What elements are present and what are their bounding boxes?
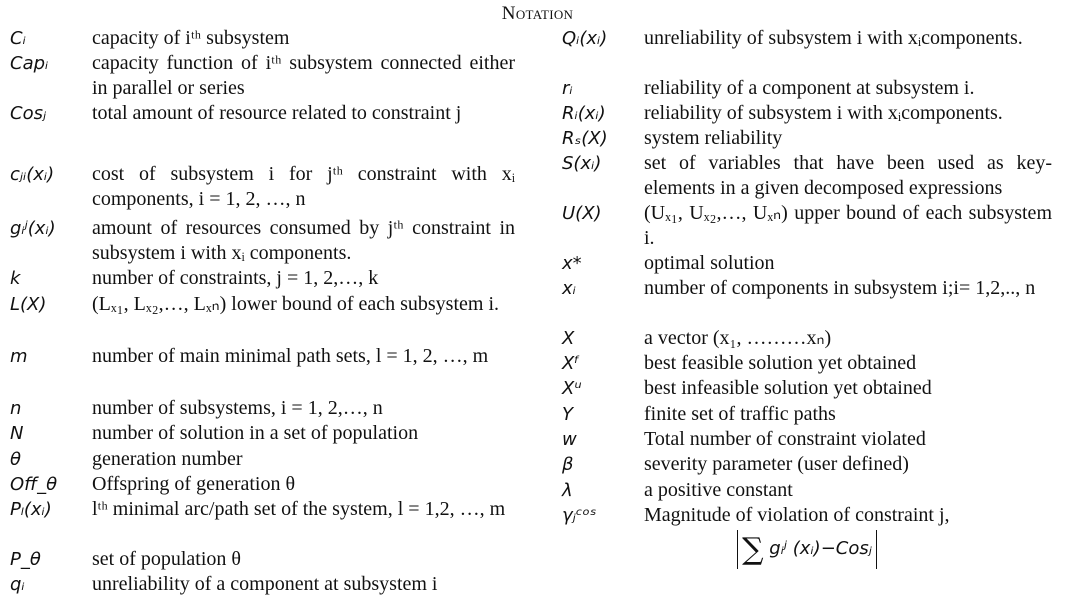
notation-symbol: Cosⱼ [10, 103, 47, 124]
notation-entry [562, 201, 1052, 251]
notation-description: severity parameter (user defined) [644, 453, 909, 475]
notation-description: Total number of constraint violated [644, 428, 926, 450]
notation-description: a positive constant [644, 479, 793, 501]
notation-description: number of components in subsystem i;i= 1,2,.., n [644, 277, 1036, 299]
notation-entry [562, 151, 1052, 201]
notation-description: best infeasible solution yet obtained [644, 377, 932, 399]
notation-entry [562, 76, 1052, 101]
notation-symbol: N [10, 423, 24, 444]
notation-right-column [562, 26, 1052, 569]
notation-symbol: Xᵘ [562, 378, 582, 399]
notation-symbol: m [10, 346, 28, 367]
notation-entry [10, 101, 515, 158]
notation-symbol: Rₛ(X) [562, 128, 608, 149]
notation-symbol: Xᶠ [562, 353, 580, 374]
notation-symbol: θ [10, 449, 22, 470]
notation-description: cost of subsystem i for jᵗʰ constraint with xᵢ components, i = 1, 2, …, n [92, 163, 515, 210]
notation-symbol: qᵢ [10, 574, 25, 595]
notation-symbol: β [562, 454, 574, 475]
notation-title: Notation [501, 3, 574, 24]
notation-entry [10, 421, 515, 447]
notation-entry [562, 452, 1052, 478]
notation-description: a vector (x₁, ………xₙ) [644, 327, 832, 349]
notation-symbol: L(X) [10, 294, 47, 315]
notation-symbol: gᵢʲ(xᵢ) [10, 218, 56, 239]
notation-description: unreliability of subsystem i with xᵢcomponents. [644, 27, 1023, 49]
notation-symbol: Off_θ [10, 474, 58, 495]
notation-description: best feasible solution yet obtained [644, 352, 917, 374]
notation-description: set of variables that have been used as key-elements in a given decomposed expressions [644, 152, 1052, 199]
notation-symbol: xᵢ [562, 278, 576, 299]
notation-entry [562, 478, 1052, 503]
notation-entry [10, 344, 515, 396]
violation-formula [562, 530, 1052, 569]
notation-description: unreliability of a component at subsystem i [92, 573, 438, 595]
notation-entry [10, 472, 515, 497]
notation-entry [562, 376, 1052, 402]
notation-symbol: k [10, 268, 21, 289]
notation-entry [10, 216, 515, 266]
notation-description: number of solution in a set of population [92, 422, 419, 444]
absolute-value-expression [737, 530, 877, 569]
notation-entry [10, 497, 515, 547]
notation-entry [562, 427, 1052, 452]
notation-entry [562, 326, 1052, 351]
notation-symbol: Pₗ(xᵢ) [10, 499, 52, 520]
notation-entry [562, 402, 1052, 427]
notation-entry [10, 292, 515, 344]
notation-entry [10, 26, 515, 51]
notation-entry [10, 158, 515, 216]
notation-entry [10, 396, 515, 421]
notation-description: number of main minimal path sets, l = 1, 2, …, m [92, 345, 489, 367]
notation-symbol: w [562, 429, 577, 450]
notation-description: capacity of iᵗʰ subsystem [92, 27, 290, 49]
notation-symbol: Cᵢ [10, 28, 26, 49]
notation-entry [10, 572, 515, 597]
notation-description: (Uₓ₁, Uₓ₂,…, Uₓₙ) upper bound of each subsystem i. [644, 202, 1052, 249]
notation-entry [562, 101, 1052, 126]
notation-entry [10, 266, 515, 292]
notation-symbol: n [10, 398, 22, 419]
notation-symbol: Y [562, 404, 573, 425]
notation-symbol: rᵢ [562, 78, 573, 99]
notation-symbol: S(xᵢ) [562, 153, 602, 174]
notation-description: number of constraints, j = 1, 2,…, k [92, 267, 379, 289]
notation-description: (Lₓ₁, Lₓ₂,…, Lₓₙ) lower bound of each subsystem i. [92, 293, 500, 315]
notation-symbol: P_θ [10, 549, 41, 570]
notation-description: set of population θ [92, 548, 242, 570]
notation-entry [562, 503, 1052, 528]
notation-description: system reliability [644, 127, 783, 149]
notation-entry [562, 276, 1052, 326]
notation-description: total amount of resource related to constraint j [92, 102, 462, 124]
notation-symbol: X [562, 328, 575, 349]
notation-symbol: cⱼᵢ(xᵢ) [10, 164, 55, 185]
notation-entry [562, 126, 1052, 151]
notation-symbol: γⱼᶜᵒˢ [562, 505, 597, 526]
notation-description: amount of resources consumed by jᵗʰ constraint in subsystem i with xᵢ components. [92, 217, 515, 264]
notation-entry [562, 351, 1052, 376]
notation-description: lᵗʰ minimal arc/path set of the system, l = 1,2, …, m [92, 498, 506, 520]
notation-description: number of subsystems, i = 1, 2,…, n [92, 397, 383, 419]
notation-description: reliability of subsystem i with xᵢcomponents. [644, 102, 1003, 124]
notation-symbol: x* [562, 253, 582, 274]
notation-entry [10, 547, 515, 572]
notation-description: reliability of a component at subsystem i. [644, 77, 975, 99]
notation-symbol: λ [562, 480, 573, 501]
notation-description: Offspring of generation θ [92, 473, 296, 495]
notation-left-column [10, 26, 515, 597]
notation-entry [10, 51, 515, 101]
notation-symbol: Capᵢ [10, 53, 49, 74]
notation-description: generation number [92, 448, 243, 470]
notation-description: finite set of traffic paths [644, 403, 836, 425]
notation-description: Magnitude of violation of constraint j, [644, 504, 950, 526]
formula-body: gᵢʲ (xᵢ)−Cosⱼ [769, 538, 872, 559]
notation-description: capacity function of iᵗʰ subsystem connected either in parallel or series [92, 52, 515, 99]
summation-symbol: ∑ [742, 532, 764, 567]
notation-symbol: U(X) [562, 203, 602, 224]
notation-entry [562, 26, 1052, 76]
notation-description: optimal solution [644, 252, 775, 274]
notation-symbol: Qᵢ(xᵢ) [562, 28, 608, 49]
notation-entry [10, 447, 515, 472]
notation-symbol: Rᵢ(xᵢ) [562, 103, 606, 124]
notation-entry [562, 251, 1052, 276]
